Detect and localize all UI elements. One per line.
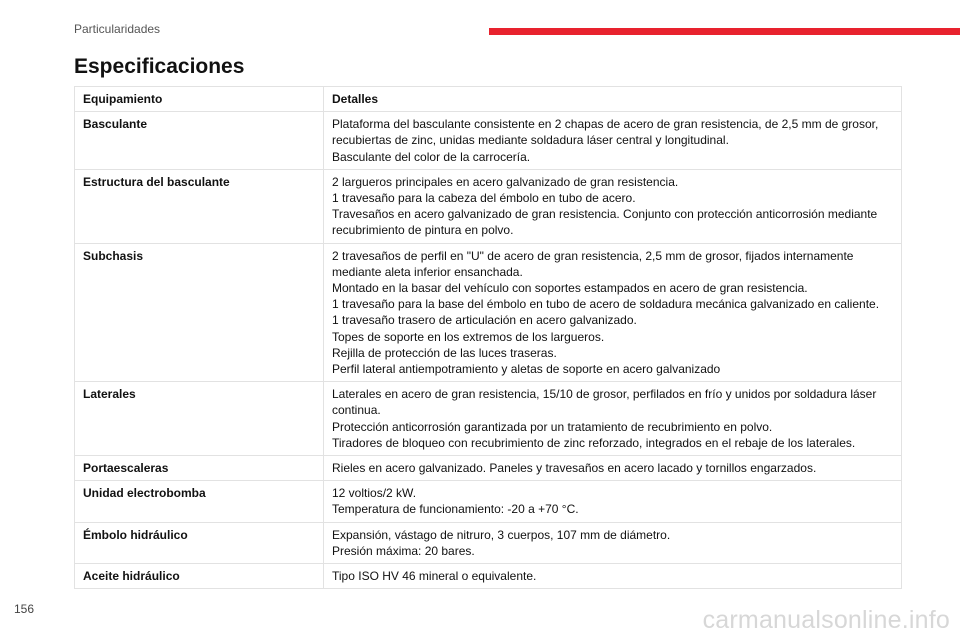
table-row bbox=[75, 382, 902, 456]
page-title: Especificaciones bbox=[74, 55, 245, 78]
equipment-cell: Laterales bbox=[75, 382, 324, 456]
detail-line: Presión máxima: 20 bares. bbox=[332, 543, 475, 558]
detail-line: Montado en la basar del vehículo con soportes estampados en acero de gran resistencia. bbox=[332, 281, 808, 296]
equipment-cell: Portaescaleras bbox=[75, 456, 324, 481]
details-cell bbox=[324, 564, 902, 589]
equipment-cell: Aceite hidráulico bbox=[75, 564, 324, 589]
table-row bbox=[75, 564, 902, 589]
equipment-cell: Basculante bbox=[75, 112, 324, 170]
detail-line: Plataforma del basculante consistente en 2 chapas de acero de gran resistencia, de 2,5 mm de grosor, recubiertas de zinc, unidas mediante soldadura láser central y longitudinal. bbox=[332, 117, 879, 148]
equipment-cell: Subchasis bbox=[75, 243, 324, 382]
details-cell bbox=[324, 382, 902, 456]
detail-line: 1 travesaño trasero de articulación en acero galvanizado. bbox=[332, 313, 637, 328]
table-row bbox=[75, 169, 902, 243]
details-cell bbox=[324, 112, 902, 170]
detail-line: Topes de soporte en los extremos de los largueros. bbox=[332, 329, 605, 344]
detail-line: Rieles en acero galvanizado. Paneles y travesaños en acero lacado y tornillos engarzados. bbox=[332, 461, 817, 476]
detail-line: Perfil lateral antiempotramiento y aletas de soporte en acero galvanizado bbox=[332, 362, 721, 377]
table-header-row bbox=[75, 87, 902, 112]
detail-line: 2 largueros principales en acero galvanizado de gran resistencia. bbox=[332, 174, 679, 189]
detail-line: 1 travesaño para la cabeza del émbolo en tubo de acero. bbox=[332, 191, 636, 206]
detail-line: Rejilla de protección de las luces traseras. bbox=[332, 345, 557, 360]
details-cell bbox=[324, 243, 902, 382]
detail-line: 2 travesaños de perfil en "U" de acero de gran resistencia, 2,5 mm de grosor, fijados internamente mediante aleta inferior ensanchada. bbox=[332, 248, 854, 279]
detail-line: Laterales en acero de gran resistencia, 15/10 de grosor, perfilados en frío y unidos por soldadura láser continua. bbox=[332, 387, 877, 418]
detail-line: Temperatura de funcionamiento: -20 a +70 °C. bbox=[332, 502, 579, 517]
section-header: Particularidades bbox=[74, 22, 161, 36]
equipment-cell: Émbolo hidráulico bbox=[75, 522, 324, 563]
page-number: 156 bbox=[14, 602, 35, 616]
detail-line: Travesaños en acero galvanizado de gran resistencia. Conjunto con protección anticorrosión mediante recubrimiento de pintura en polvo. bbox=[332, 207, 878, 238]
detail-line: 12 voltios/2 kW. bbox=[332, 486, 417, 501]
table-row bbox=[75, 456, 902, 481]
detail-line: Tiradores de bloqueo con recubrimiento de zinc reforzado, integrados en el rebaje de los laterales. bbox=[332, 435, 856, 450]
table-row bbox=[75, 112, 902, 170]
equipment-cell: Unidad electrobomba bbox=[75, 481, 324, 522]
table-row bbox=[75, 522, 902, 563]
detail-line: Expansión, vástago de nitruro, 3 cuerpos, 107 mm de diámetro. bbox=[332, 527, 671, 542]
specifications-table bbox=[74, 86, 902, 589]
details-cell bbox=[324, 456, 902, 481]
table-row bbox=[75, 481, 902, 522]
header-accent-bar bbox=[489, 28, 960, 35]
details-cell bbox=[324, 522, 902, 563]
details-cell bbox=[324, 481, 902, 522]
detail-line: Protección anticorrosión garantizada por un tratamiento de recubrimiento en polvo. bbox=[332, 419, 773, 434]
watermark: carmanualsonline.info bbox=[702, 606, 950, 634]
column-header-details: Detalles bbox=[324, 87, 902, 112]
table-row bbox=[75, 243, 902, 382]
detail-line: Basculante del color de la carrocería. bbox=[332, 149, 531, 164]
column-header-equipment: Equipamiento bbox=[75, 87, 324, 112]
detail-line: 1 travesaño para la base del émbolo en tubo de acero de soldadura mecánica galvanizado en caliente. bbox=[332, 297, 880, 312]
equipment-cell: Estructura del basculante bbox=[75, 169, 324, 243]
detail-line: Tipo ISO HV 46 mineral o equivalente. bbox=[332, 569, 537, 584]
details-cell bbox=[324, 169, 902, 243]
